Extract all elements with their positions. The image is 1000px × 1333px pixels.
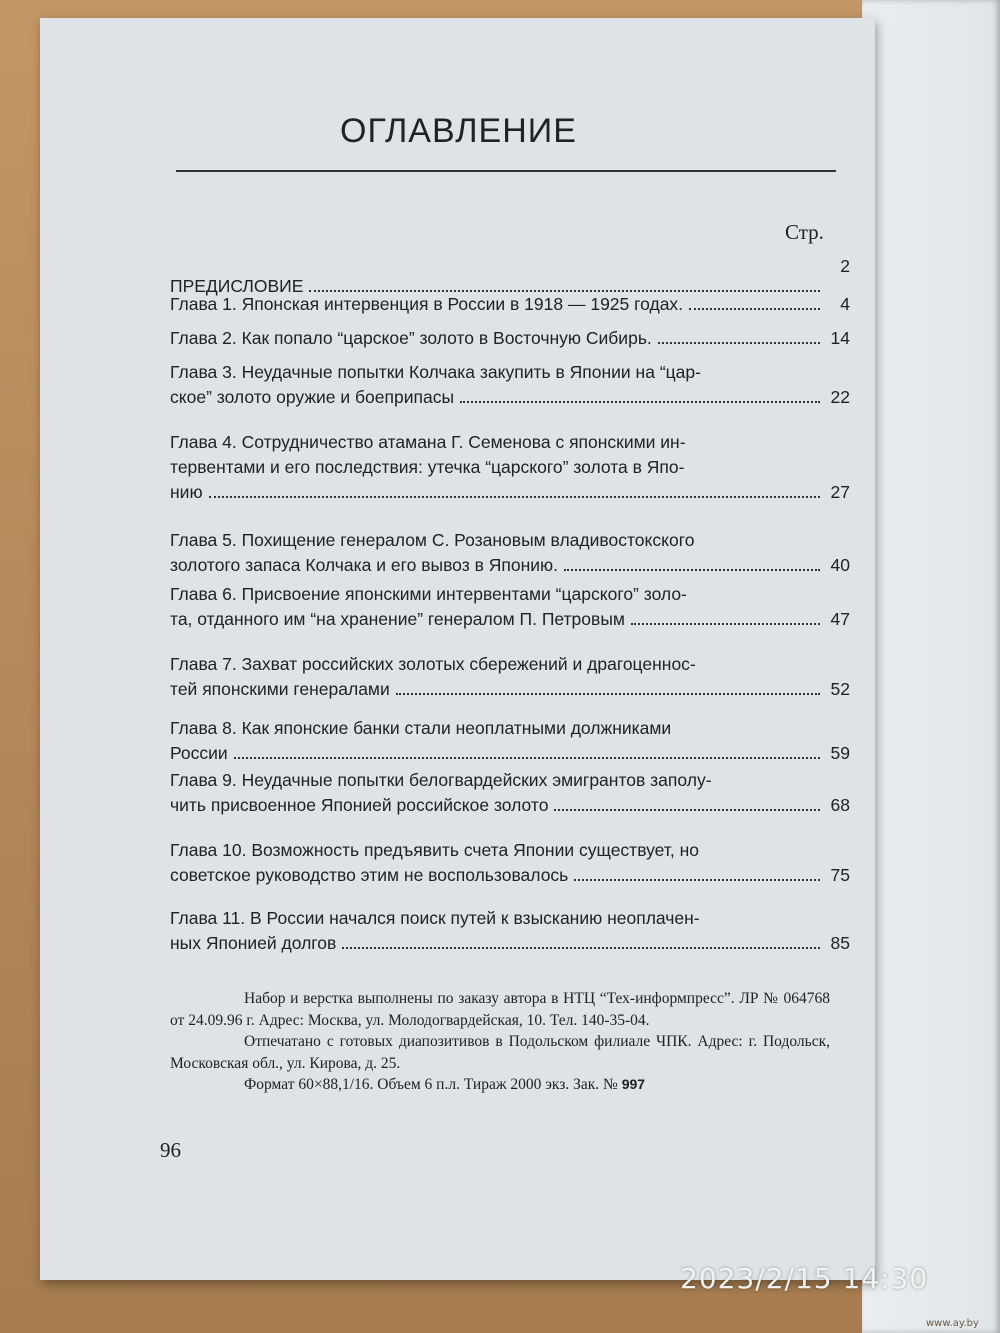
toc-entry-chapter-2: [170, 326, 850, 351]
chapter-page-number: 75: [830, 865, 850, 885]
chapter-page-number: 22: [830, 387, 850, 407]
photo-timestamp: 2023/2/15 14:30: [680, 1262, 929, 1295]
page-column-header: Стр.: [785, 220, 824, 244]
toc-entry-chapter-11: [170, 906, 850, 956]
title-underline: [176, 170, 836, 172]
chapter-title-line: Глава 2. Как попало “царское” золото в Восточную Сибирь.: [170, 328, 652, 348]
leader-dots: [460, 401, 820, 403]
leader-dots: [574, 879, 820, 881]
chapter-page-number: 52: [830, 679, 850, 699]
chapter-title-line: ское” золото оружие и боеприпасы: [170, 387, 455, 407]
imprint-format: Формат 60×88,1/16. Объем 6 п.л. Тираж 2000 экз. Зак. № 997: [244, 1076, 646, 1093]
toc-entry-chapter-10: [170, 838, 850, 888]
leader-dots: [631, 623, 820, 625]
chapter-page-number: 59: [830, 743, 850, 763]
leader-dots: [342, 947, 820, 949]
chapter-title-line: чить присвоенное Японией российское золото: [170, 795, 549, 815]
chapter-title-line: Глава 5. Похищение генералом С. Розановым владивостокского: [170, 530, 695, 550]
chapter-page-number: 27: [830, 482, 850, 502]
leader-dots: [234, 757, 820, 759]
leader-dots: [564, 569, 820, 571]
chapter-title-line: советское руководство этим не воспользовалось: [170, 865, 569, 885]
site-watermark: www.ay.by: [926, 1318, 979, 1329]
chapter-page-number: 40: [830, 555, 850, 575]
toc-entry-chapter-3: [170, 360, 850, 410]
chapter-title-line: нию: [170, 482, 203, 502]
chapter-page-number: 85: [830, 933, 850, 953]
preface-label: ПРЕДИСЛОВИЕ: [170, 276, 304, 296]
toc-entry-chapter-9: [170, 768, 850, 818]
toc-entry-chapter-7: [170, 652, 850, 702]
chapter-title-line: Глава 11. В России начался поиск путей к взысканию неоплачен-: [170, 908, 700, 928]
chapter-title-line: России: [170, 743, 228, 763]
chapter-title-line: Глава 3. Неудачные попытки Колчака закупить в Японии на “цар-: [170, 362, 701, 382]
chapter-title-line: Глава 9. Неудачные попытки белогвардейских эмигрантов заполу-: [170, 770, 712, 790]
chapter-page-number: 4: [840, 294, 850, 314]
toc-title: ОГЛАВЛЕНИЕ: [340, 112, 577, 150]
facing-page: [862, 0, 1000, 1333]
chapter-page-number: 47: [830, 609, 850, 629]
imprint-typesetting: Набор и верстка выполнены по заказу автора в НТЦ “Тех-информпресс”. ЛР № 064768 от 24.09.96 г. Адрес: Москва, ул. Молодогвардейская, 10. Тел. 140-35-04.: [170, 990, 830, 1029]
toc-entry-chapter-8: [170, 716, 850, 766]
chapter-title-line: тей японскими генералами: [170, 679, 390, 699]
chapter-title-line: та, отданного им “на хранение” генералом П. Петровым: [170, 609, 625, 629]
leader-dots: [209, 496, 820, 498]
preface-page-number: 2: [840, 256, 850, 276]
toc-entry-chapter-5: [170, 528, 850, 578]
chapter-title-line: Глава 7. Захват российских золотых сбережений и драгоценнос-: [170, 654, 696, 674]
chapter-title-line: Глава 6. Присвоение японскими интервентами “царского” золо-: [170, 584, 687, 604]
leader-dots: [658, 342, 820, 344]
chapter-title-line: Глава 1. Японская интервенция в России в 1918 — 1925 годах.: [170, 294, 684, 314]
chapter-title-line: Глава 4. Сотрудничество атамана Г. Семенова с японскими ин-: [170, 432, 686, 452]
toc-entry-chapter-4: [170, 430, 850, 505]
chapter-title-line: Глава 8. Как японские банки стали неоплатными должниками: [170, 718, 672, 738]
toc-entry-chapter-1: [170, 292, 850, 317]
toc-entry-chapter-6: [170, 582, 850, 632]
leader-dots: [554, 809, 820, 811]
imprint-block: [170, 988, 830, 1096]
chapter-page-number: 14: [830, 328, 850, 348]
leader-dots: [396, 693, 820, 695]
chapter-title-line: тервентами и его последствия: утечка “царского” золота в Япо-: [170, 457, 685, 477]
chapter-title-line: Глава 10. Возможность предъявить счета Японии существует, но: [170, 840, 700, 860]
page-number: 96: [160, 1138, 181, 1162]
chapter-title-line: ных Японией долгов: [170, 933, 337, 953]
chapter-title-line: золотого запаса Колчака и его вывоз в Японию.: [170, 555, 559, 575]
leader-dots: [689, 308, 820, 310]
imprint-printing: Отпечатано с готовых диапозитивов в Подольском филиале ЧПК. Адрес: г. Подольск, Московская обл., ул. Кирова, д. 25.: [170, 1033, 830, 1072]
chapter-page-number: 68: [830, 795, 850, 815]
order-number-handwritten: 997: [621, 1076, 646, 1092]
